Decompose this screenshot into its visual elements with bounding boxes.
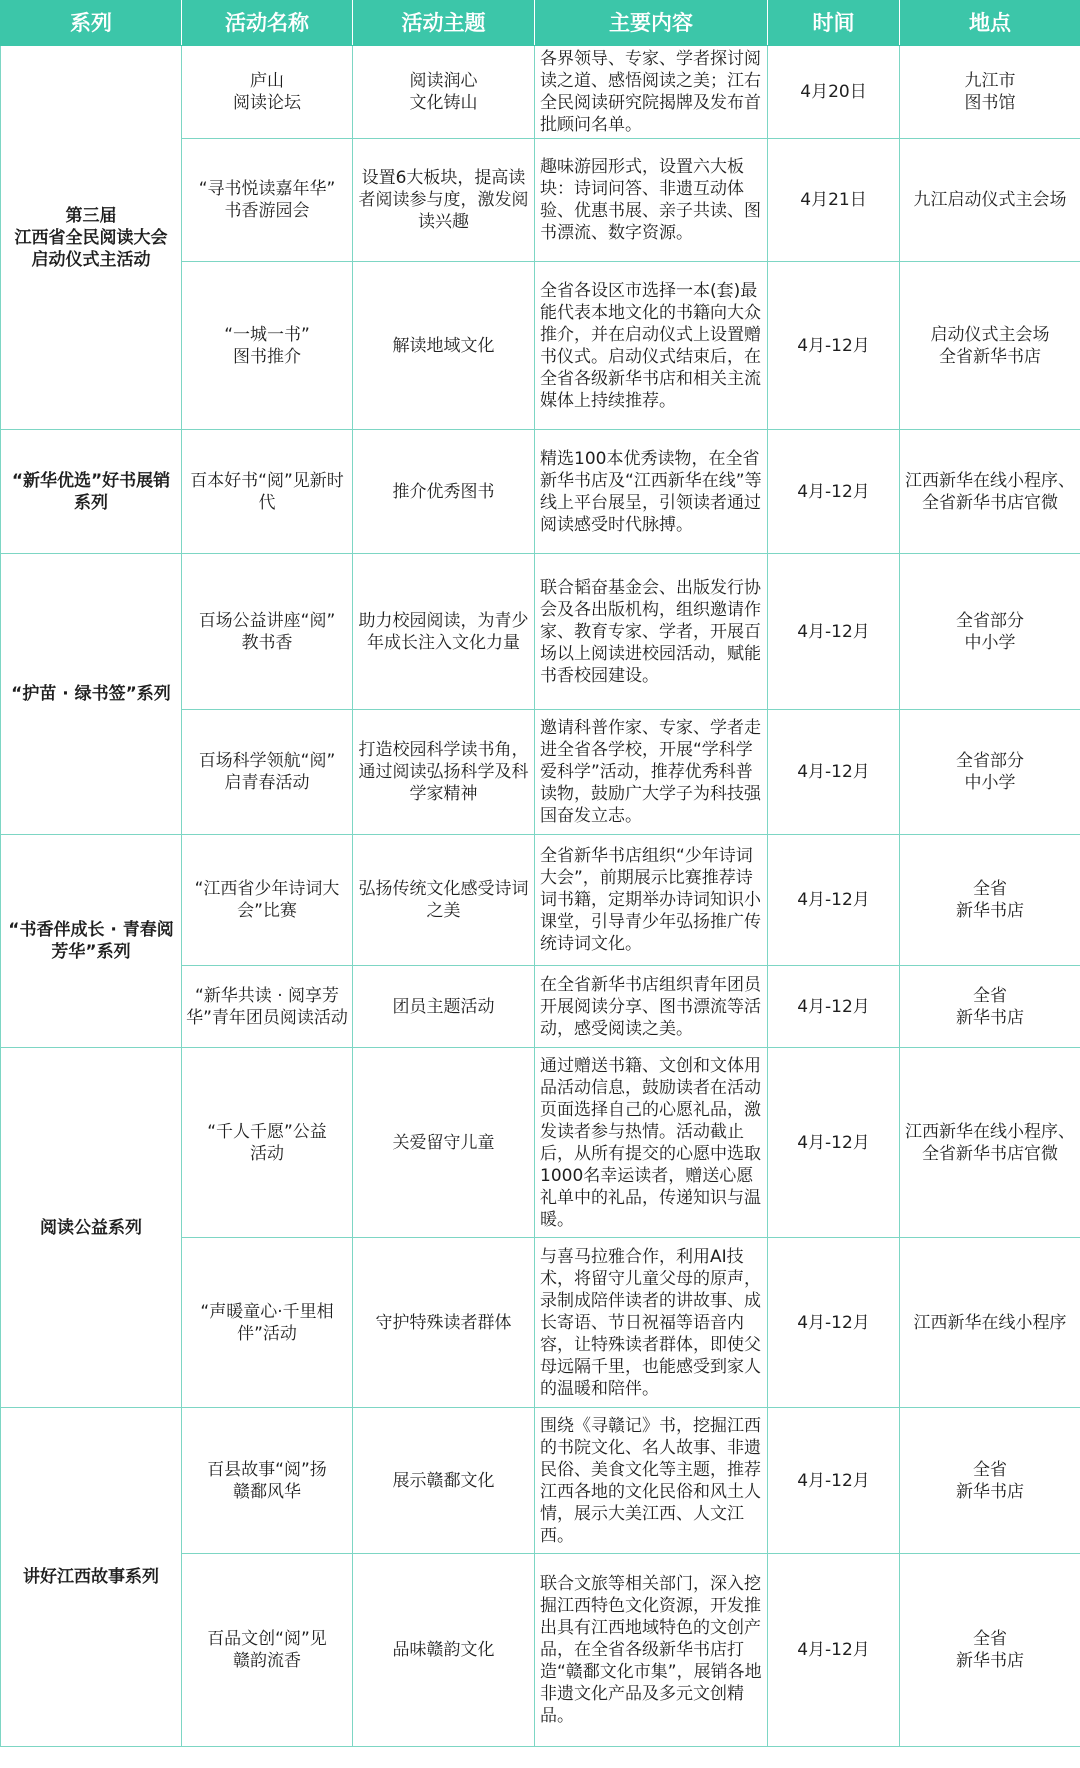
location-cell: 全省 新华书店 — [900, 1408, 1080, 1554]
content-cell: 趣味游园形式，设置六大板块：诗词问答、非遗互动体验、优惠书展、亲子共读、图书漂流、数字资源。 — [535, 139, 768, 262]
time-cell: 4月-12月 — [768, 1048, 900, 1238]
series-cell: 第三届 江西省全民阅读大会 启动仪式主活动 — [1, 46, 182, 430]
theme-cell: 解读地域文化 — [353, 262, 535, 430]
content-cell: 全省新华书店组织“少年诗词大会”，前期展示比赛推荐诗词书籍，定期举办诗词知识小课堂，引导青少年弘扬推广传统诗词文化。 — [535, 835, 768, 966]
theme-cell: 品味赣韵文化 — [353, 1554, 535, 1747]
activity-cell: “江西省少年诗词大会”比赛 — [182, 835, 353, 966]
header-series: 系列 — [1, 1, 182, 46]
theme-cell: 打造校园科学读书角，通过阅读弘扬科学及科学家精神 — [353, 710, 535, 835]
location-cell: 九江启动仪式主会场 — [900, 139, 1080, 262]
theme-cell: 关爱留守儿童 — [353, 1048, 535, 1238]
header-row — [1, 1, 1080, 46]
activity-cell: “千人千愿”公益 活动 — [182, 1048, 353, 1238]
header-time: 时间 — [768, 1, 900, 46]
theme-cell: 推介优秀图书 — [353, 430, 535, 554]
theme-cell: 守护特殊读者群体 — [353, 1238, 535, 1408]
content-cell: 围绕《寻赣记》书，挖掘江西的书院文化、名人故事、非遗民俗、美食文化等主题，推荐江西各地的文化民俗和风土人情，展示大美江西、人文江西。 — [535, 1408, 768, 1554]
content-cell: 在全省新华书店组织青年团员开展阅读分享、图书漂流等活动，感受阅读之美。 — [535, 966, 768, 1048]
theme-cell: 设置6大板块，提高读者阅读参与度，激发阅读兴趣 — [353, 139, 535, 262]
theme-cell: 展示赣鄱文化 — [353, 1408, 535, 1554]
content-cell: 与喜马拉雅合作，利用AI技术，将留守儿童父母的原声，录制成陪伴读者的讲故事、成长寄语、节日祝福等语音内容，让特殊读者群体，即使父母远隔千里，也能感受到家人的温暖和陪伴。 — [535, 1238, 768, 1408]
time-cell: 4月-12月 — [768, 710, 900, 835]
time-cell: 4月20日 — [768, 46, 900, 139]
location-cell: 全省部分 中小学 — [900, 554, 1080, 710]
activity-cell: 庐山 阅读论坛 — [182, 46, 353, 139]
series-cell: 讲好江西故事系列 — [1, 1408, 182, 1747]
time-cell: 4月-12月 — [768, 1408, 900, 1554]
theme-cell: 助力校园阅读，为青少年成长注入文化力量 — [353, 554, 535, 710]
activity-cell: 百场科学领航“阅” 启青春活动 — [182, 710, 353, 835]
header-location: 地点 — [900, 1, 1080, 46]
table-row — [1, 1048, 1080, 1238]
activity-cell: 百本好书“阅”见新时代 — [182, 430, 353, 554]
content-cell: 精选100本优秀读物，在全省新华书店及“江西新华在线”等线上平台展呈，引领读者通过阅读感受时代脉搏。 — [535, 430, 768, 554]
theme-cell: 弘扬传统文化感受诗词之美 — [353, 835, 535, 966]
series-cell: 阅读公益系列 — [1, 1048, 182, 1408]
location-cell: 江西新华在线小程序、全省新华书店官微 — [900, 430, 1080, 554]
time-cell: 4月-12月 — [768, 262, 900, 430]
time-cell: 4月21日 — [768, 139, 900, 262]
table-row — [1, 1408, 1080, 1554]
activity-cell: 百场公益讲座“阅” 教书香 — [182, 554, 353, 710]
series-cell: “书香伴成长 · 青春阅芳华”系列 — [1, 835, 182, 1048]
theme-cell: 团员主题活动 — [353, 966, 535, 1048]
time-cell: 4月-12月 — [768, 1238, 900, 1408]
location-cell: 全省 新华书店 — [900, 966, 1080, 1048]
location-cell: 启动仪式主会场 全省新华书店 — [900, 262, 1080, 430]
activity-cell: 百品文创“阅”见 赣韵流香 — [182, 1554, 353, 1747]
activity-cell: 百县故事“阅”扬 赣鄱风华 — [182, 1408, 353, 1554]
time-cell: 4月-12月 — [768, 966, 900, 1048]
header-theme: 活动主题 — [353, 1, 535, 46]
header-content: 主要内容 — [535, 1, 768, 46]
activity-cell: “新华共读 · 阅享芳华”青年团员阅读活动 — [182, 966, 353, 1048]
table-row — [1, 835, 1080, 966]
header-activity: 活动名称 — [182, 1, 353, 46]
time-cell: 4月-12月 — [768, 1554, 900, 1747]
location-cell: 全省 新华书店 — [900, 835, 1080, 966]
content-cell: 通过赠送书籍、文创和文体用品活动信息，鼓励读者在活动页面选择自己的心愿礼品，激发读者参与热情。活动截止后，从所有提交的心愿中选取1000名幸运读者，赠送心愿礼单中的礼品，传递知识与温暖。 — [535, 1048, 768, 1238]
location-cell: 九江市 图书馆 — [900, 46, 1080, 139]
activity-cell: “寻书悦读嘉年华” 书香游园会 — [182, 139, 353, 262]
content-cell: 全省各设区市选择一本(套)最能代表本地文化的书籍向大众推介，并在启动仪式上设置赠书仪式。启动仪式结束后，在全省各级新华书店和相关主流媒体上持续推荐。 — [535, 262, 768, 430]
time-cell: 4月-12月 — [768, 430, 900, 554]
content-cell: 联合韬奋基金会、出版发行协会及各出版机构，组织邀请作家、教育专家、学者，开展百场以上阅读进校园活动，赋能书香校园建设。 — [535, 554, 768, 710]
time-cell: 4月-12月 — [768, 554, 900, 710]
content-cell: 邀请科普作家、专家、学者走进全省各学校，开展“学科学 爱科学”活动，推荐优秀科普读物，鼓励广大学子为科技强国奋发立志。 — [535, 710, 768, 835]
table-row — [1, 430, 1080, 554]
location-cell: 江西新华在线小程序 — [900, 1238, 1080, 1408]
time-cell: 4月-12月 — [768, 835, 900, 966]
theme-cell: 阅读润心 文化铸山 — [353, 46, 535, 139]
location-cell: 全省 新华书店 — [900, 1554, 1080, 1747]
content-cell: 各界领导、专家、学者探讨阅读之道、感悟阅读之美；江右全民阅读研究院揭牌及发布首批顾问名单。 — [535, 46, 768, 139]
location-cell: 全省部分 中小学 — [900, 710, 1080, 835]
series-cell: “护苗 · 绿书签”系列 — [1, 554, 182, 835]
location-cell: 江西新华在线小程序、全省新华书店官微 — [900, 1048, 1080, 1238]
activity-cell: “声暖童心·千里相伴”活动 — [182, 1238, 353, 1408]
series-cell: “新华优选”好书展销系列 — [1, 430, 182, 554]
content-cell: 联合文旅等相关部门，深入挖掘江西特色文化资源，开发推出具有江西地域特色的文创产品，在全省各级新华书店打造“赣鄱文化市集”，展销各地非遗文化产品及多元文创精品。 — [535, 1554, 768, 1747]
table-row — [1, 554, 1080, 710]
table-row — [1, 46, 1080, 139]
activity-cell: “一城一书” 图书推介 — [182, 262, 353, 430]
